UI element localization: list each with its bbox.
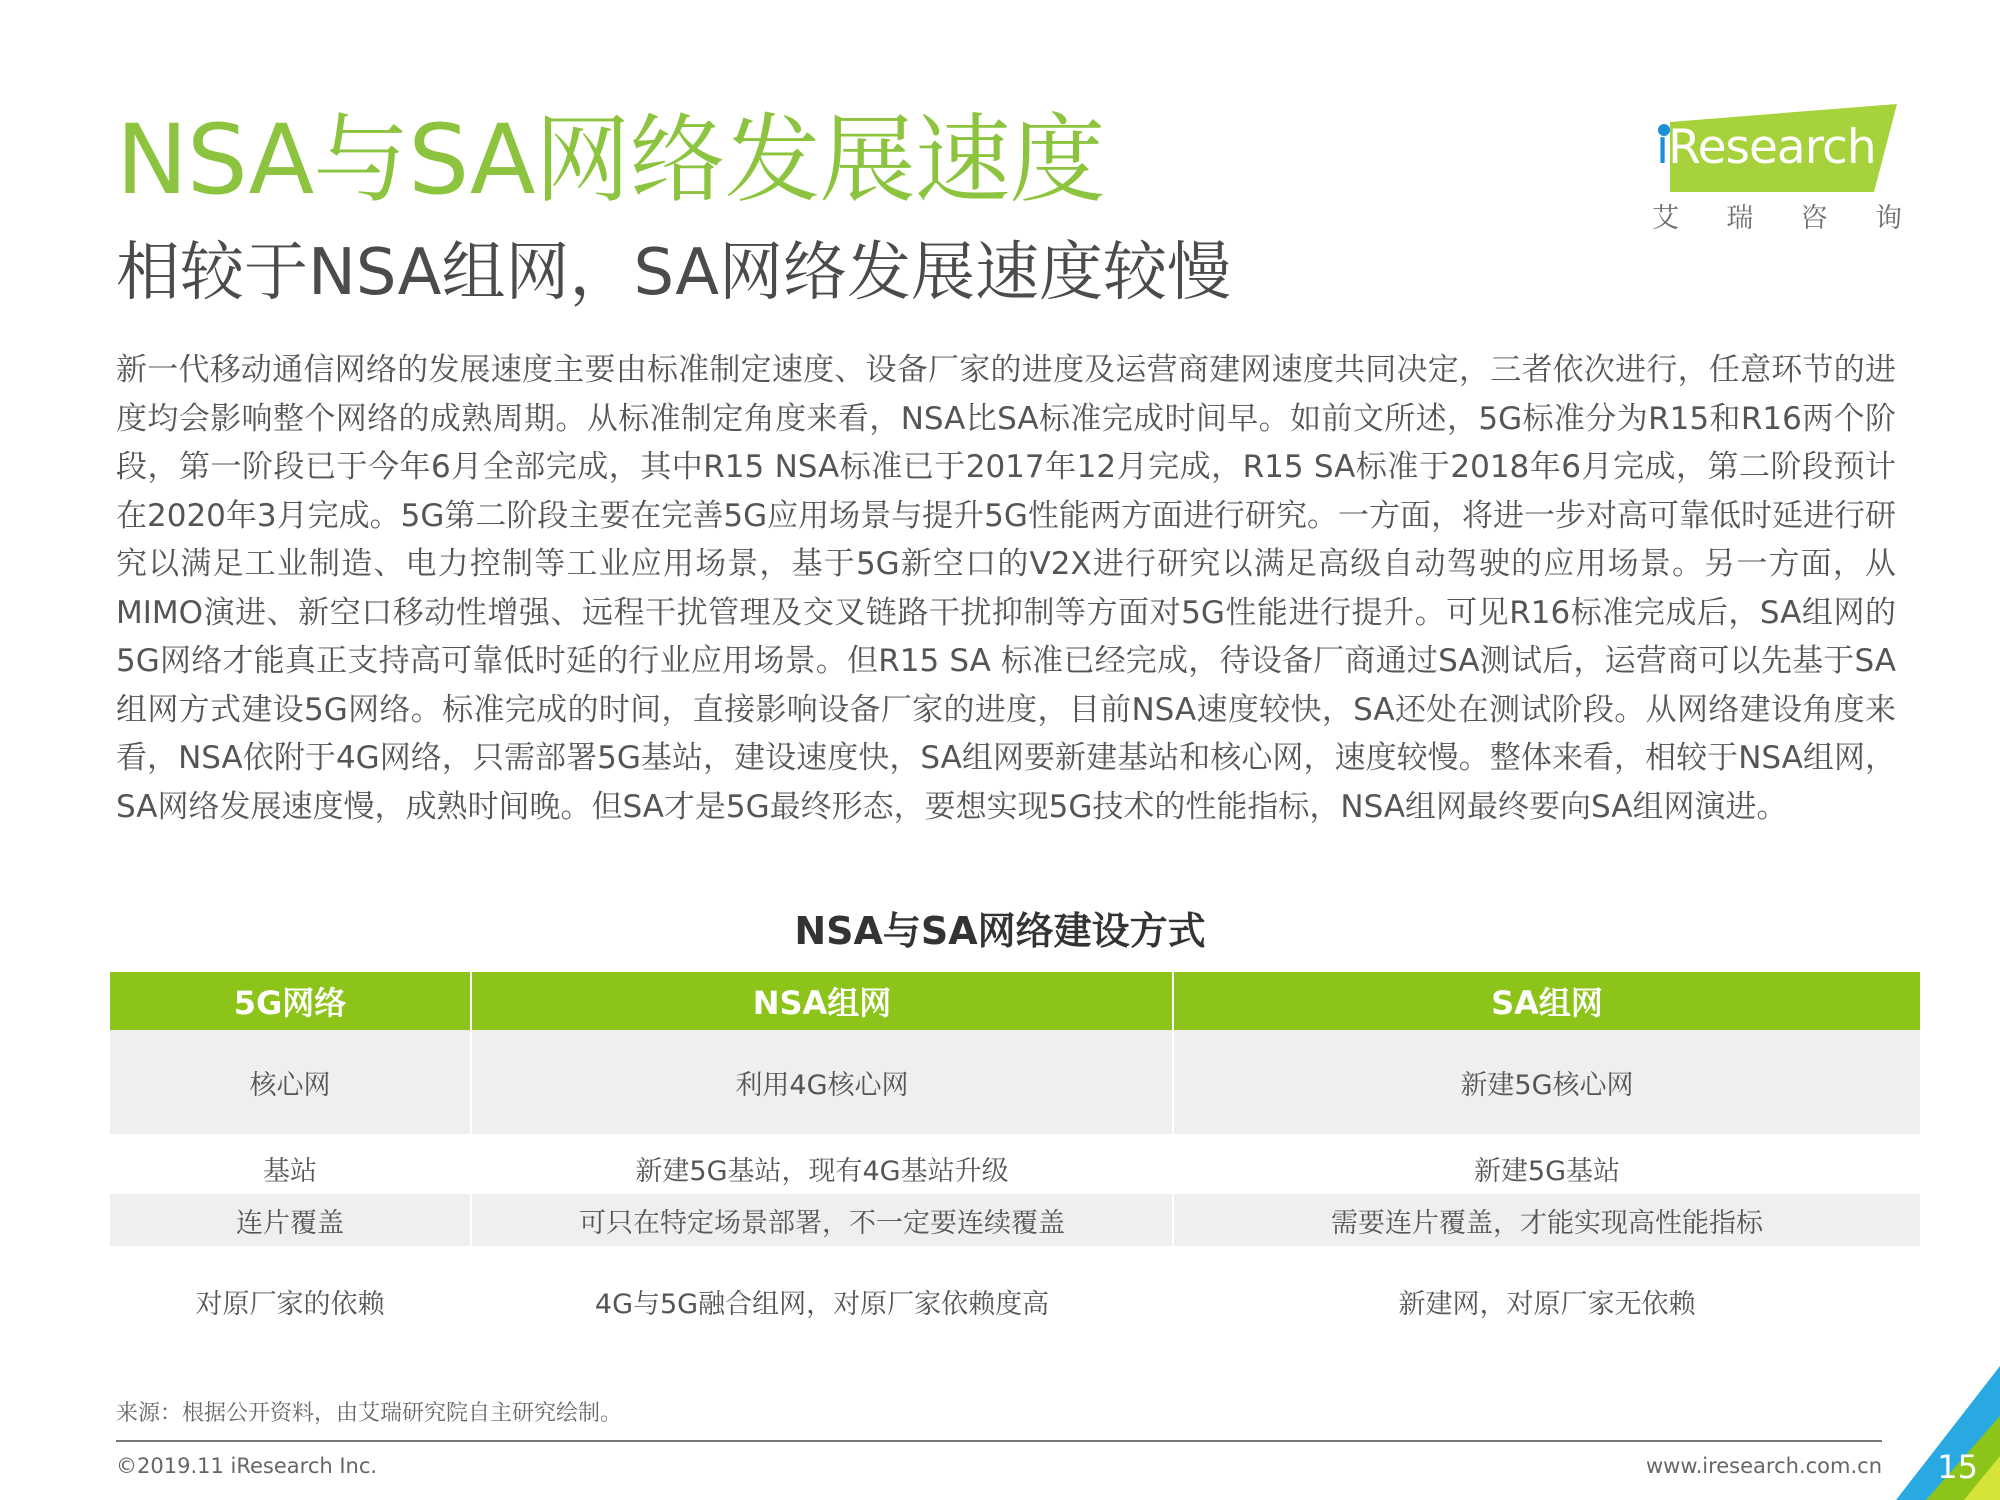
table-cell: 连片覆盖 [110, 1194, 472, 1246]
table-row [110, 1134, 1920, 1194]
website-link[interactable]: www.iresearch.com.cn [1645, 1454, 1882, 1478]
logo-cn-text [1652, 196, 1902, 235]
table-cell: 新建网，对原厂家无依赖 [1174, 1246, 1920, 1356]
logo-cn-char: 艾 [1652, 203, 1679, 234]
table-header-row [110, 972, 1920, 1030]
comparison-table [110, 972, 1920, 1356]
table-header-cell: NSA组网 [472, 972, 1174, 1030]
table-cell: 新建5G核心网 [1174, 1030, 1920, 1134]
logo-cn-char: 咨 [1800, 203, 1828, 234]
logo-wordmark: iResearch [1656, 120, 1876, 175]
table-cell: 核心网 [110, 1030, 472, 1134]
iresearch-logo [1652, 104, 1902, 234]
table-cell: 可只在特定场景部署，不一定要连续覆盖 [472, 1194, 1174, 1246]
body-paragraph: 新一代移动通信网络的发展速度主要由标准制定速度、设备厂家的进度及运营商建网速度共同决定，三者依次进行，任意环节的进度均会影响整个网络的成熟周期。从标准制定角度来看，NSA比SA标准完成时间早。如前文所述，5G标准分为R15和R16两个阶段，第一阶段已于今年6月全部完成，其中R15 NSA标准已于2017年12月完成，R15 SA标准于2018年6月完成，第二阶段预计在2020年3月完成。5G第二阶段主要在完善5G应用场景与提升5G性能两方面进行研究。一方面，将进一步对高可靠低时延进行研究以满足工业制造、电力控制等工业应用场景，基于5G新空口的V2X进行研究以满足高级自动驾驶的应用场景。另一方面，从MIMO演进、新空口移动性增强、远程干扰管理及交叉链路干扰抑制等方面对5G性能进行提升。可见R16标准完成后，SA组网的5G网络才能真正支持高可靠低时延的行业应用场景。但R15 SA 标准已经完成，待设备厂商通过SA测试后，运营商可以先基于SA组网方式建设5G网络。标准完成的时间，直接影响设备厂家的进度，目前NSA速度较快，SA还处在测试阶段。从网络建设角度来看，NSA依附于4G网络，只需部署5G基站，建设速度快，SA组网要新建基站和核心网，速度较慢。整体来看，相较于NSA组网，SA网络发展速度慢，成熟时间晚。但SA才是5G最终形态，要想实现5G技术的性能指标，NSA组网最终要向SA组网演进。 [116, 352, 1896, 825]
logo-cn-char: 询 [1874, 203, 1902, 234]
table-cell: 新建5G基站 [1174, 1134, 1920, 1194]
table-cell: 需要连片覆盖，才能实现高性能指标 [1174, 1194, 1920, 1246]
table-row [110, 1194, 1920, 1246]
table-cell: 4G与5G融合组网，对原厂家依赖度高 [472, 1246, 1174, 1356]
table-header-cell: 5G网络 [110, 972, 472, 1030]
table-cell: 基站 [110, 1134, 472, 1194]
table-row [110, 1030, 1920, 1134]
source-note: 来源：根据公开资料，由艾瑞研究院自主研究绘制。 [116, 1401, 623, 1426]
page-title: NSA与SA网络发展速度 [116, 104, 1105, 216]
page-number: 15 [1937, 1448, 1978, 1486]
table-title: NSA与SA网络建设方式 [794, 909, 1206, 953]
copyright-text: ©2019.11 iResearch Inc. [116, 1454, 378, 1478]
page-subtitle: 相较于NSA组网，SA网络发展速度较慢 [116, 236, 1232, 310]
table-cell: 利用4G核心网 [472, 1030, 1174, 1134]
logo-cn-char: 瑞 [1726, 203, 1754, 234]
table-header-cell: SA组网 [1174, 972, 1920, 1030]
footer-divider [116, 1440, 1882, 1442]
table-cell: 对原厂家的依赖 [110, 1246, 472, 1356]
table-cell: 新建5G基站，现有4G基站升级 [472, 1134, 1174, 1194]
table-row [110, 1246, 1920, 1356]
